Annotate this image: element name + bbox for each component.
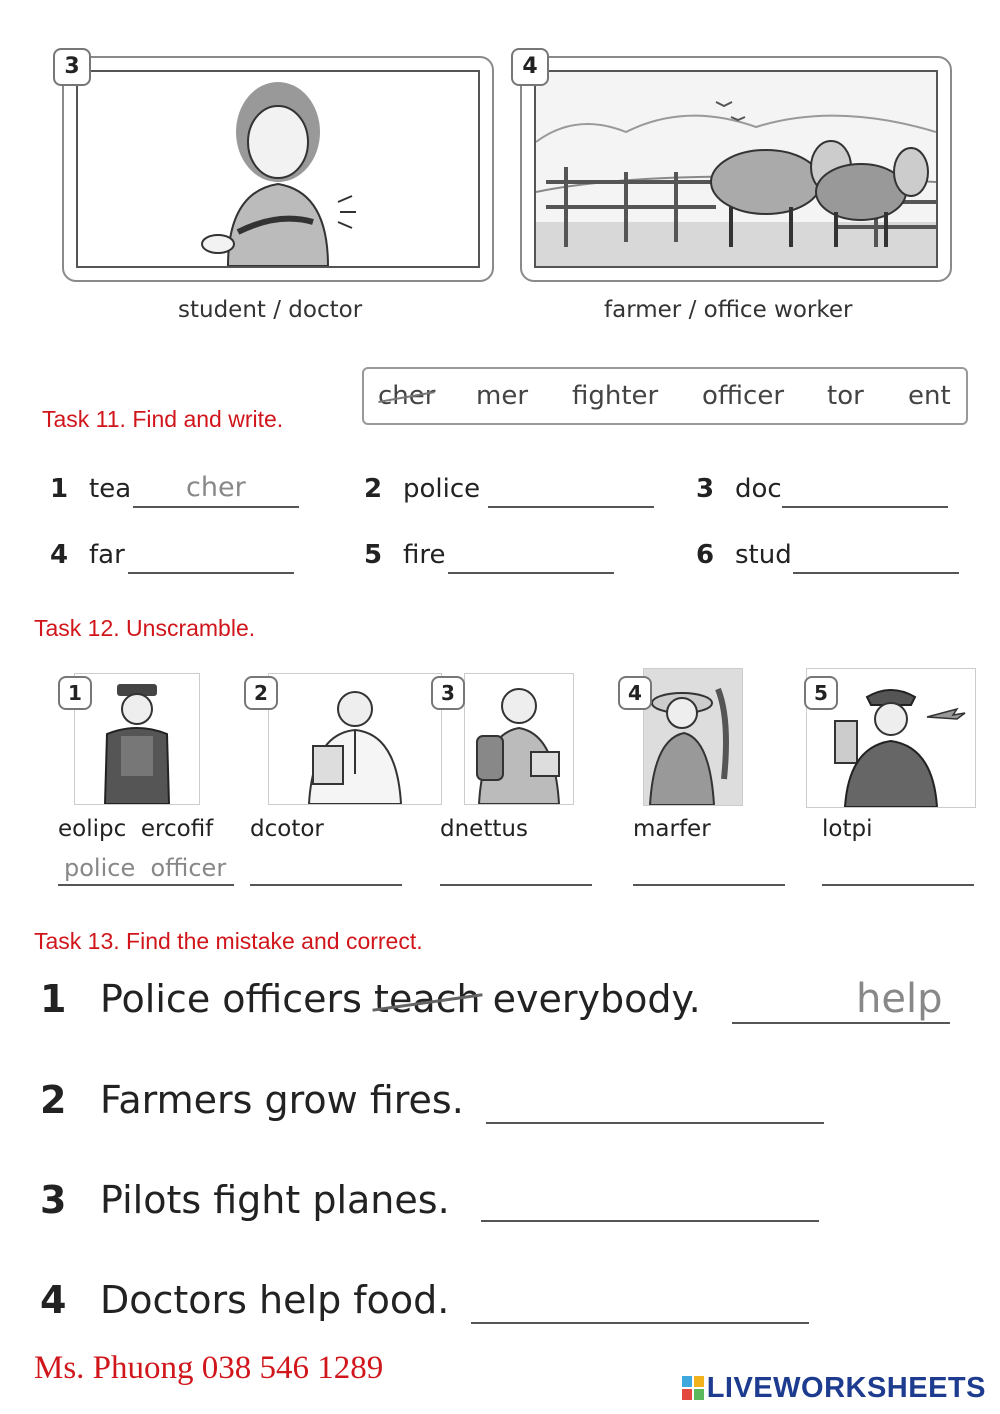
picture-frame: [534, 70, 938, 268]
picture-number-2: 2: [244, 676, 278, 710]
scrambled-word: eolipc ercofif: [58, 816, 214, 842]
example-answer: help: [856, 976, 943, 1022]
answer-blank[interactable]: [486, 1088, 824, 1124]
student-icon: [465, 674, 573, 804]
picture-number-1: 1: [58, 676, 92, 710]
liveworksheets-logo-icon: [682, 1376, 704, 1400]
scrambled-word: dcotor: [250, 816, 324, 842]
scrambled-word: lotpi: [822, 816, 873, 842]
picture-number-3: 3: [53, 48, 91, 86]
sentence-text: Pilots fight planes.: [100, 1178, 450, 1222]
doctor-picture: [268, 673, 442, 805]
answer-blank[interactable]: [58, 852, 234, 886]
answer-blank[interactable]: [782, 474, 948, 508]
word-bank-item: mer: [476, 381, 529, 411]
item-stem: stud: [735, 540, 792, 570]
answer-blank[interactable]: [448, 540, 614, 574]
scrambled-word: dnettus: [440, 816, 528, 842]
answer-blank[interactable]: [250, 852, 402, 886]
scrambled-word: marfer: [633, 816, 711, 842]
item-number: 5: [364, 540, 383, 570]
task-12-title: Task 12. Unscramble.: [34, 615, 256, 641]
struck-mistake: teach: [374, 977, 481, 1021]
picture-panel-3: [62, 56, 494, 282]
item-stem: doc: [735, 474, 782, 504]
picture-number-5: 5: [804, 676, 838, 710]
answer-blank[interactable]: [133, 474, 299, 508]
sentence-number: 4: [40, 1278, 67, 1322]
logo-text: LIVEWORKSHEETS: [706, 1372, 986, 1404]
sentence-number: 1: [40, 977, 67, 1021]
farmer-icon: [644, 669, 742, 805]
example-answer: cher: [186, 472, 246, 503]
word-bank-item: ent: [908, 381, 951, 411]
task-11-title: Task 11. Find and write.: [42, 406, 284, 432]
sentence-before: Police officers: [100, 977, 375, 1021]
item-number: 1: [50, 474, 69, 504]
example-answer: police officer: [64, 854, 227, 882]
sentence-number: 2: [40, 1078, 67, 1122]
sentence-number: 3: [40, 1178, 67, 1222]
word-bank: [362, 367, 968, 425]
police-officer-icon: [75, 674, 199, 804]
picture-number-4: 4: [511, 48, 549, 86]
task-13-title: Task 13. Find the mistake and correct.: [34, 928, 423, 954]
picture-number-3: 3: [431, 676, 465, 710]
police-officer-picture: [74, 673, 200, 805]
student-picture: [464, 673, 574, 805]
item-stem: far: [89, 540, 125, 570]
farmer-picture: [643, 668, 743, 806]
word-bank-item: fighter: [572, 381, 659, 411]
sentence-text: Doctors help food.: [100, 1278, 450, 1322]
word-bank-item: officer: [702, 381, 785, 411]
item-number: 6: [696, 540, 715, 570]
answer-blank[interactable]: [471, 1288, 809, 1324]
doctor-icon: [269, 674, 441, 804]
item-stem: tea: [89, 474, 132, 504]
liveworksheets-logo: [682, 1372, 986, 1405]
answer-blank[interactable]: [488, 474, 654, 508]
answer-blank[interactable]: [633, 852, 785, 886]
item-number: 3: [696, 474, 715, 504]
picture-number-4: 4: [618, 676, 652, 710]
item-number: 2: [364, 474, 383, 504]
item-stem: police: [403, 474, 481, 504]
answer-blank[interactable]: [440, 852, 592, 886]
sentence-after: everybody.: [480, 977, 701, 1021]
sentence-text: Farmers grow fires.: [100, 1078, 464, 1122]
picture-frame: [76, 70, 480, 268]
item-number: 4: [50, 540, 69, 570]
teacher-credit: Ms. Phuong 038 546 1289: [34, 1350, 384, 1386]
word-bank-item: tor: [827, 381, 864, 411]
item-stem: fire: [403, 540, 446, 570]
answer-blank[interactable]: [128, 540, 294, 574]
word-bank-item: cher: [378, 381, 436, 411]
cows-field-illustration: [536, 72, 936, 266]
answer-blank[interactable]: [732, 976, 950, 1024]
answer-blank[interactable]: [793, 540, 959, 574]
sentence-text: [100, 977, 701, 1021]
answer-blank[interactable]: [481, 1186, 819, 1222]
answer-blank[interactable]: [822, 852, 974, 886]
picture-caption-4: farmer / office worker: [604, 297, 853, 323]
sick-girl-illustration: [78, 72, 478, 266]
picture-caption-3: student / doctor: [178, 297, 363, 323]
picture-panel-4: [520, 56, 952, 282]
